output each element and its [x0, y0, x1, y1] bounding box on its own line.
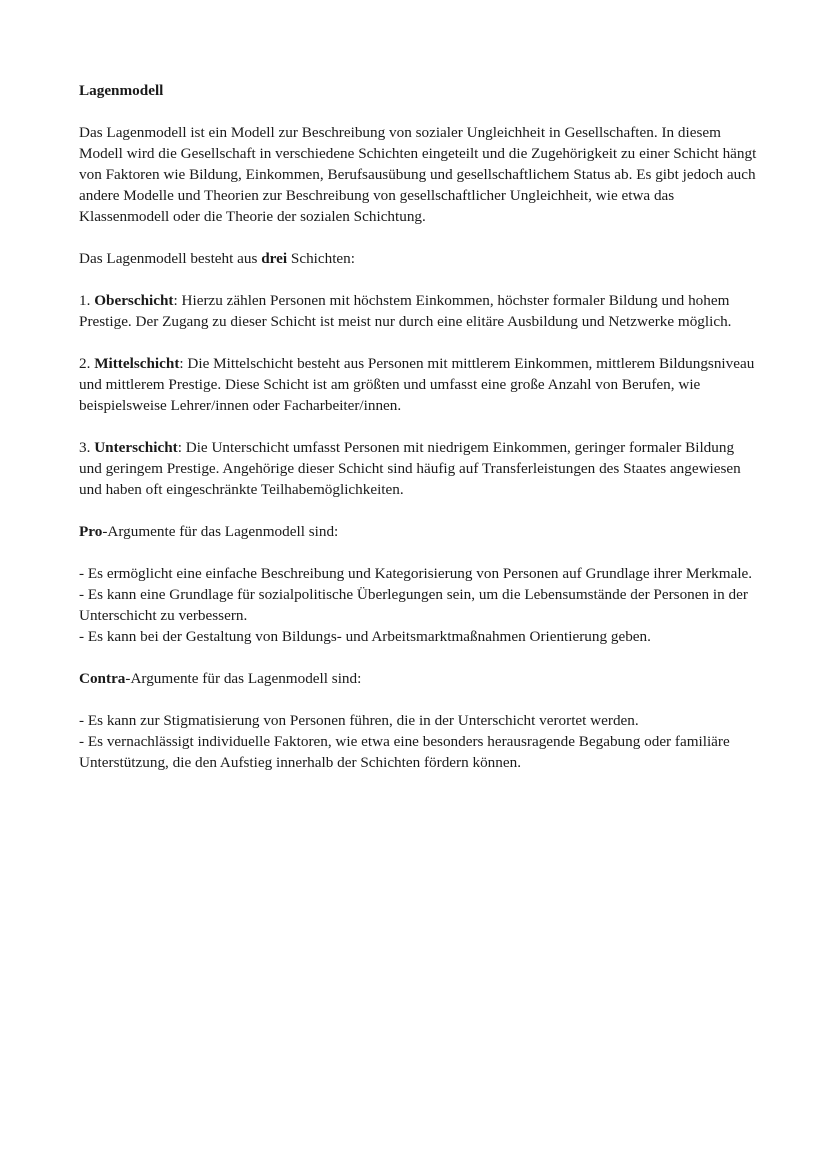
contra-heading-rest: -Argumente für das Lagenmodell sind: [125, 670, 362, 687]
layer-text: : Hierzu zählen Personen mit höchstem Einkommen, höchster formaler Bildung und hohem Prestige. Der Zugang zu dieser Schicht ist meist nur durch eine elitäre Ausbildung und Netzwerke möglich. [79, 292, 732, 330]
contra-heading-bold: Contra [79, 670, 126, 687]
pro-heading-bold: Pro [79, 523, 103, 540]
layers-intro-count: drei [261, 250, 288, 267]
document-page [79, 80, 759, 794]
pro-heading-rest: -Argumente für das Lagenmodell sind: [102, 523, 339, 540]
layers-intro-before: Das Lagenmodell besteht aus [79, 250, 262, 267]
intro-paragraph: Das Lagenmodell ist ein Modell zur Beschreibung von sozialer Ungleichheit in Gesellschaften. In diesem Modell wird die Gesellschaft in verschiedene Schichten eingeteilt und die Zugehörigkeit zu einer Schicht hängt von Faktoren wie Bildung, Einkommen, Berufsausübung und gesellschaftlichem Status ab. Es gibt jedoch auch andere Modelle und Theorien zur Beschreibung von gesellschaftlicher Ungleichheit, wie etwa das Klassenmodell oder die Theorie der sozialen Schichtung. [79, 124, 757, 225]
layer-item-unterschicht [79, 437, 759, 500]
layer-name: Unterschicht [94, 439, 178, 456]
layers-intro-after: Schichten: [287, 250, 355, 267]
contra-list [79, 710, 759, 773]
layer-text: : Die Unterschicht umfasst Personen mit niedrigem Einkommen, geringer formaler Bildung und geringem Prestige. Angehörige dieser Schicht sind häufig auf Transferleistungen des Staates angewiesen und haben oft eingeschränkte Teilhabemöglichkeiten. [79, 439, 741, 498]
layer-number: 1. [79, 292, 95, 309]
layers-intro [79, 248, 759, 269]
list-item: - Es kann bei der Gestaltung von Bildungs- und Arbeitsmarktmaßnahmen Orientierung geben. [79, 628, 651, 645]
layer-number: 3. [79, 439, 95, 456]
document-title: Lagenmodell [79, 82, 164, 99]
layer-item-oberschicht [79, 290, 759, 332]
list-item: - Es ermöglicht eine einfache Beschreibung und Kategorisierung von Personen auf Grundlage ihrer Merkmale. [79, 565, 753, 582]
list-item: - Es kann eine Grundlage für sozialpolitische Überlegungen sein, um die Lebensumstände der Personen in der Unterschicht zu verbessern. [79, 586, 748, 624]
layer-name: Mittelschicht [94, 355, 180, 372]
pro-list [79, 563, 759, 647]
layer-name: Oberschicht [94, 292, 174, 309]
layer-item-mittelschicht [79, 353, 759, 416]
layer-text: : Die Mittelschicht besteht aus Personen mit mittlerem Einkommen, mittlerem Bildungsniveau und mittlerem Prestige. Diese Schicht ist am größten und umfasst eine große Anzahl von Berufen, wie beispielsweise Lehrer/innen oder Facharbeiter/innen. [79, 355, 755, 414]
pro-heading [79, 521, 759, 542]
list-item: - Es vernachlässigt individuelle Faktoren, wie etwa eine besonders herausragende Begabung oder familiäre Unterstützung, die den Aufstieg innerhalb der Schichten fördern können. [79, 733, 730, 771]
list-item: - Es kann zur Stigmatisierung von Personen führen, die in der Unterschicht verortet werden. [79, 712, 639, 729]
contra-heading [79, 668, 759, 689]
layer-number: 2. [79, 355, 95, 372]
